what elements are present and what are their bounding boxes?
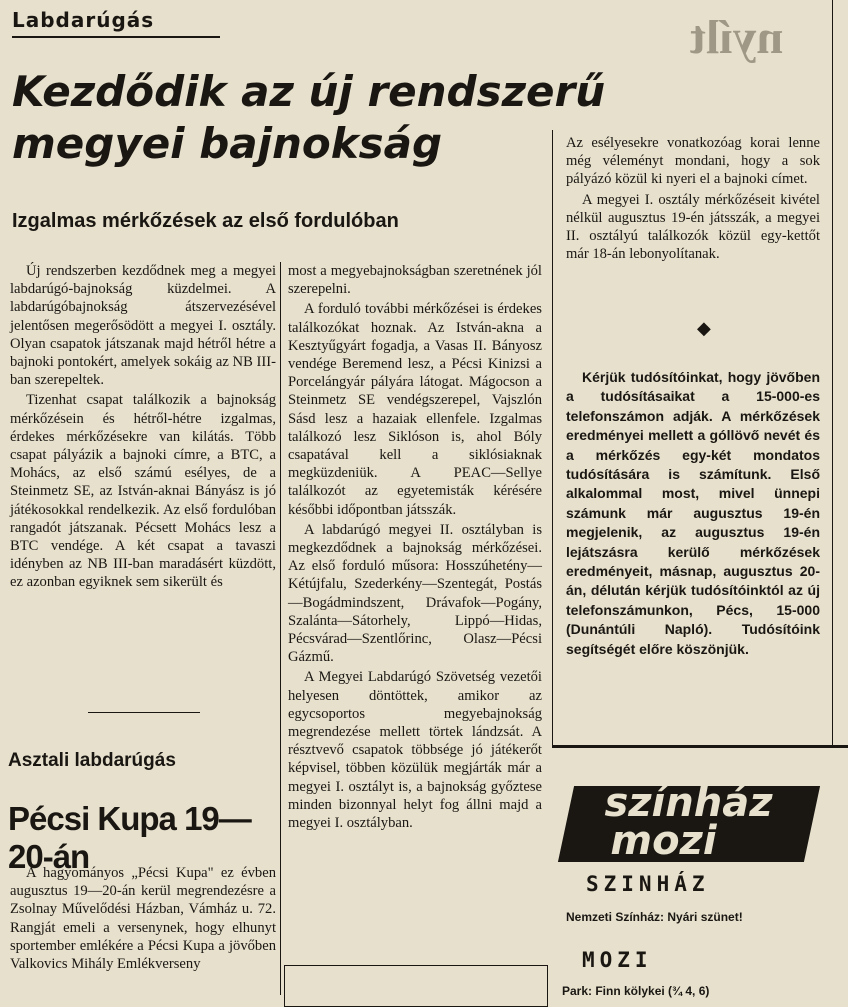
section-tag: Labdarúgás [12, 8, 220, 38]
notice-to-correspondents [566, 368, 820, 659]
column-divider [88, 712, 200, 713]
column-rule [552, 130, 553, 745]
paragraph: A megyei I. osztály mérkőzéseit kivétel nélkül augusztus 19-én játsszák, a megyei II. osztályú találkozók közül egy-kettőt már 18-án lebonyolítanak. [566, 191, 820, 263]
headline-line-1: Kezdődik az új rendszerű [12, 67, 606, 116]
article-column-1 [10, 262, 276, 592]
headline-line-2: megyei bajnokság [12, 119, 443, 168]
paragraph: Tizenhat csapat találkozik a bajnokság mérkőzésein és hétről-hétre izgalmas, érdekes mérkőzésekre van kilátás. Több csapat pályázik a bajnoki címre, a BTC, a Mohács, az első számú esélyes, de a Steinmetz SE, az István-aknai Bányász is jó játékosokkal rendelkezik. Az első fordulóban rangadót játszanak. Pécsett Mohács lesz a BTC vendége. A két csapat a tavaszi idényben az NB III-ban maradásért küzdött, ez azonban egyiknek sem sikerült és [10, 392, 276, 591]
paragraph: most a megyebajnokságban szeretnének jól szerepelni. [288, 263, 542, 298]
banner-word-cinema: mozi [610, 818, 717, 864]
right-edge-rule [832, 0, 833, 745]
article-column-2 [288, 262, 542, 832]
theatre-cinema-banner [558, 780, 820, 864]
subheadline: Izgalmas mérkőzések az első fordulóban [12, 210, 399, 232]
paragraph: A labdarúgó megyei II. osztályban is megkezdődnek a bajnokság mérkőzései. Az első forduló műsora: Hosszúhetény—Kétújfalu, Szederkény—Szentegát, Postás—Bogádmindszent, Drávafok—Pogány, Szalánta—Sátorhely, Lippó—Hidas, Pécsvárad—Szentlőrinc, Olasz—Pécsi Gázmű. [288, 521, 542, 666]
article-column-3 [566, 134, 820, 263]
paragraph: Új rendszerben kezdődnek meg a megyei labdarúgó-bajnokság küzdelmei. A labdarúgóbajnokság átszervezésével jelentősen megerősödött a megyei I. osztály. Olyan csapatok játszanak majd hétről hétre a bajnoki pontokért, amelyek sokáig az NB III-ban szerepeltek. [10, 263, 276, 389]
theatre-heading: SZINHÁZ [586, 872, 710, 896]
subsection-title: Asztali labdarúgás [8, 750, 176, 771]
paragraph: A Megyei Labdarúgó Szövetség vezetői helyesen döntöttek, amikor az egycsoportos megyebajnokság megrendezése mellett törtek lándzsát. A résztvevő csapatok többsége jó játékerőt képvisel, többen közülük megjárták már a megyei I. osztályt is, a bajnokság győztese minden bizonnyal helyt fog állni majd a megyei I. osztályban. [288, 669, 542, 832]
lower-box-frame [284, 965, 548, 1007]
paragraph: A hagyományos „Pécsi Kupa" ez évben augusztus 19—20-án kerül megrendezésre a Zsolnay Művelődési Házban, Vámház u. 72. Rangját emeli a versenynek, hogy elhunyt sportember emlékére a Pécsi Kupa a jövőben Valkovics Mihály Emlékverseny [10, 865, 276, 973]
paragraph: Kérjük tudósítóinkat, hogy jövőben a tudósításaikat a 15-000-es telefonszámon adják. A mérkőzések eredményei mellett a góllövő nevét és a mérkőzés egy-két mondatos tudósítására is számítunk. Első alkalommal most, mivel ünnepi számunk már augusztus 19-én megjelenik, az augusztus 19-én lejátszásra kerülő mérkőzések eredményeit, másnap, augusztus 20-án, délután kérjük tudósítóinktól az új telefonszámunkon, Pécs, 15-000 (Dunántúli Napló). Tudósítóink segítségét előre köszönjük. [566, 369, 820, 657]
bleed-through-text: nyílt [690, 11, 784, 64]
paragraph: Az esélyesekre vonatkozóag korai lenne még véleményt mondani, hogy a sok pályázó közül ki nyeri el a bajnoki címet. [566, 135, 820, 188]
kupa-title: Pécsi Kupa 19—20-án [8, 800, 251, 875]
banner-word-theatre: színház [604, 780, 773, 826]
theatre-listing: Nemzeti Színház: Nyári szünet! [566, 910, 743, 924]
kupa-article [10, 864, 276, 973]
cinema-listing: Park: Finn kölykei (¾ 4, 6) [562, 984, 710, 998]
paragraph: A forduló további mérkőzései is érdekes találkozókat hoznak. Az István-akna a Kesztyűgyárt fogadja, a Vasas II. Bányosz vendége Beremend lesz, a Pécsi Kinizsi a Porcelángyár pályára látogat. Mágocson a Steinmetz SE vendégszerepel, Vajszlón Sásd lesz a hazaiak ellenfele. Izgalmas találkozó lesz Siklóson is, ahol Bóly csapatával kell a siklósiaknak megküzdeniük. A PEAC—Sellye találkozót az egyetemisták kérésére későbbi időpontban játsszák. [288, 301, 542, 518]
diamond-separator-icon: ◆ [697, 318, 711, 339]
column-rule [280, 262, 281, 995]
cinema-heading: MOZI [582, 948, 653, 972]
